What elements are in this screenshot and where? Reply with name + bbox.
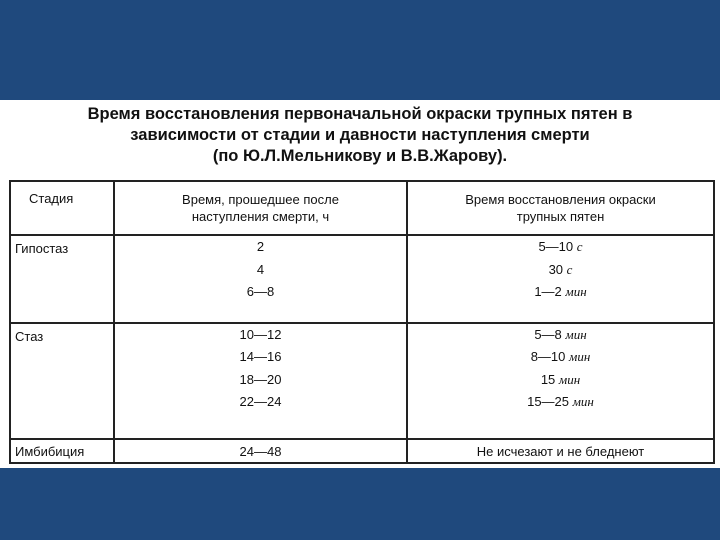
hours-value: 22—24: [239, 394, 282, 410]
recovery-value: 1—2 мин: [534, 284, 587, 299]
header-elapsed-line-1: Время, прошедшее после: [182, 192, 339, 207]
bottom-band: [0, 468, 720, 540]
recovery-value: 8—10 мин: [530, 349, 591, 365]
header-recovery: [407, 181, 714, 235]
header-elapsed-line-2: наступления смерти, ч: [191, 209, 330, 224]
recovery-value: 15 мин: [540, 371, 581, 387]
recovery-table: [9, 180, 715, 464]
hours-value: 4: [256, 261, 265, 277]
recovery-value: 15—25 мин: [527, 394, 594, 410]
hours-value: 14—16: [239, 349, 282, 365]
top-band: [0, 0, 720, 100]
hours-cell: [114, 235, 407, 323]
stage-cell: Имбибиция: [10, 439, 114, 463]
hours-value: 2: [256, 239, 265, 254]
recovery-cell: [407, 323, 714, 439]
stage-cell: Стаз: [10, 323, 114, 439]
title-line-3: (по Ю.Л.Мельникову и В.В.Жарову).: [212, 147, 508, 165]
recovery-value: 5—8 мин: [534, 326, 587, 342]
header-stage: Стадия: [10, 181, 114, 235]
hours-value: 10—12: [239, 326, 282, 342]
stage-cell: Гипостаз: [10, 235, 114, 323]
table-header-row: [10, 181, 714, 235]
title-line-2: зависимости от стадии и давности наступления смерти: [130, 126, 590, 144]
recovery-value: 5—10 с: [538, 239, 583, 254]
table-row: [10, 323, 714, 439]
header-elapsed: [114, 181, 407, 235]
table-row: [10, 235, 714, 323]
page-title: [0, 104, 720, 167]
title-line-1: Время восстановления первоначальной окраски трупных пятен в: [87, 105, 633, 123]
header-recovery-line-1: Время восстановления окраски: [465, 192, 656, 207]
hours-value: 6—8: [246, 284, 275, 299]
hours-value: 18—20: [239, 371, 282, 387]
scanned-page: [0, 100, 720, 468]
header-recovery-line-2: трупных пятен: [516, 209, 605, 224]
recovery-value: 30 с: [548, 261, 573, 277]
recovery-cell: [407, 235, 714, 323]
table-row: [10, 439, 714, 463]
hours-cell: [114, 323, 407, 439]
hours-value: 24—48: [114, 439, 407, 463]
recovery-value: Не исчезают и не бледнеют: [407, 439, 714, 463]
